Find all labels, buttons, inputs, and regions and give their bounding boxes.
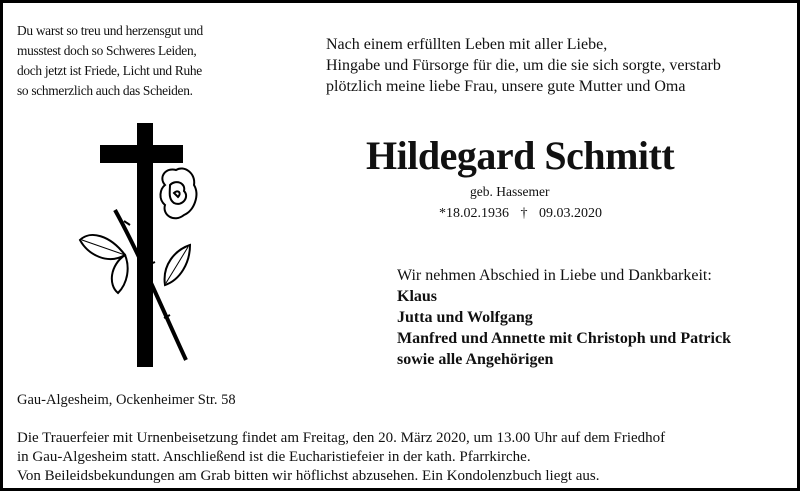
cross-with-rose-icon <box>70 115 210 375</box>
poem-line: doch jetzt ist Friede, Licht und Ruhe <box>17 63 202 78</box>
mourner-name: Manfred und Annette mit Christoph und Patrick <box>397 330 731 347</box>
death-date: † 09.03.2020 <box>520 206 602 221</box>
funeral-info <box>17 429 665 486</box>
mourner-name: sowie alle Angehörigen <box>397 351 554 368</box>
intro-line: plötzlich meine liebe Frau, unsere gute Mutter und Oma <box>326 78 686 95</box>
funeral-info-line: Von Beileidsbekundungen am Grab bitten wir höflichst abzusehen. Ein Kondolenzbuch liegt aus. <box>17 468 600 484</box>
poem <box>17 21 203 101</box>
funeral-info-line: Die Trauerfeier mit Urnenbeisetzung findet am Freitag, den 20. März 2020, um 13.00 Uhr auf dem Friedhof <box>17 430 666 446</box>
mourner-name: Klaus <box>397 288 438 305</box>
mourners-heading: Wir nehmen Abschied in Liebe und Dankbarkeit: <box>397 267 712 284</box>
intro-line: Nach einem erfüllten Leben mit aller Liebe, <box>326 36 608 53</box>
funeral-info-line: in Gau-Algesheim statt. Anschließend ist die Eucharistiefeier in der kath. Pfarrkirche. <box>17 449 531 465</box>
poem-line: so schmerzlich auch das Scheiden. <box>17 83 193 98</box>
poem-line: musstest doch so Schweres Leiden, <box>17 43 197 58</box>
address: Gau-Algesheim, Ockenheimer Str. 58 <box>17 392 236 408</box>
poem-line: Du warst so treu und herzensgut und <box>17 23 203 38</box>
maiden-name: geb. Hassemer <box>470 184 550 199</box>
life-dates <box>439 206 602 222</box>
mourners-block <box>397 265 731 370</box>
deceased-name: Hildegard Schmitt <box>366 133 675 178</box>
intro-line: Hingabe und Fürsorge für die, um die sie sich sorgte, verstarb <box>326 57 721 74</box>
mourner-name: Jutta und Wolfgang <box>397 309 533 326</box>
intro-text <box>326 34 721 97</box>
birth-date: *18.02.1936 <box>439 206 509 221</box>
